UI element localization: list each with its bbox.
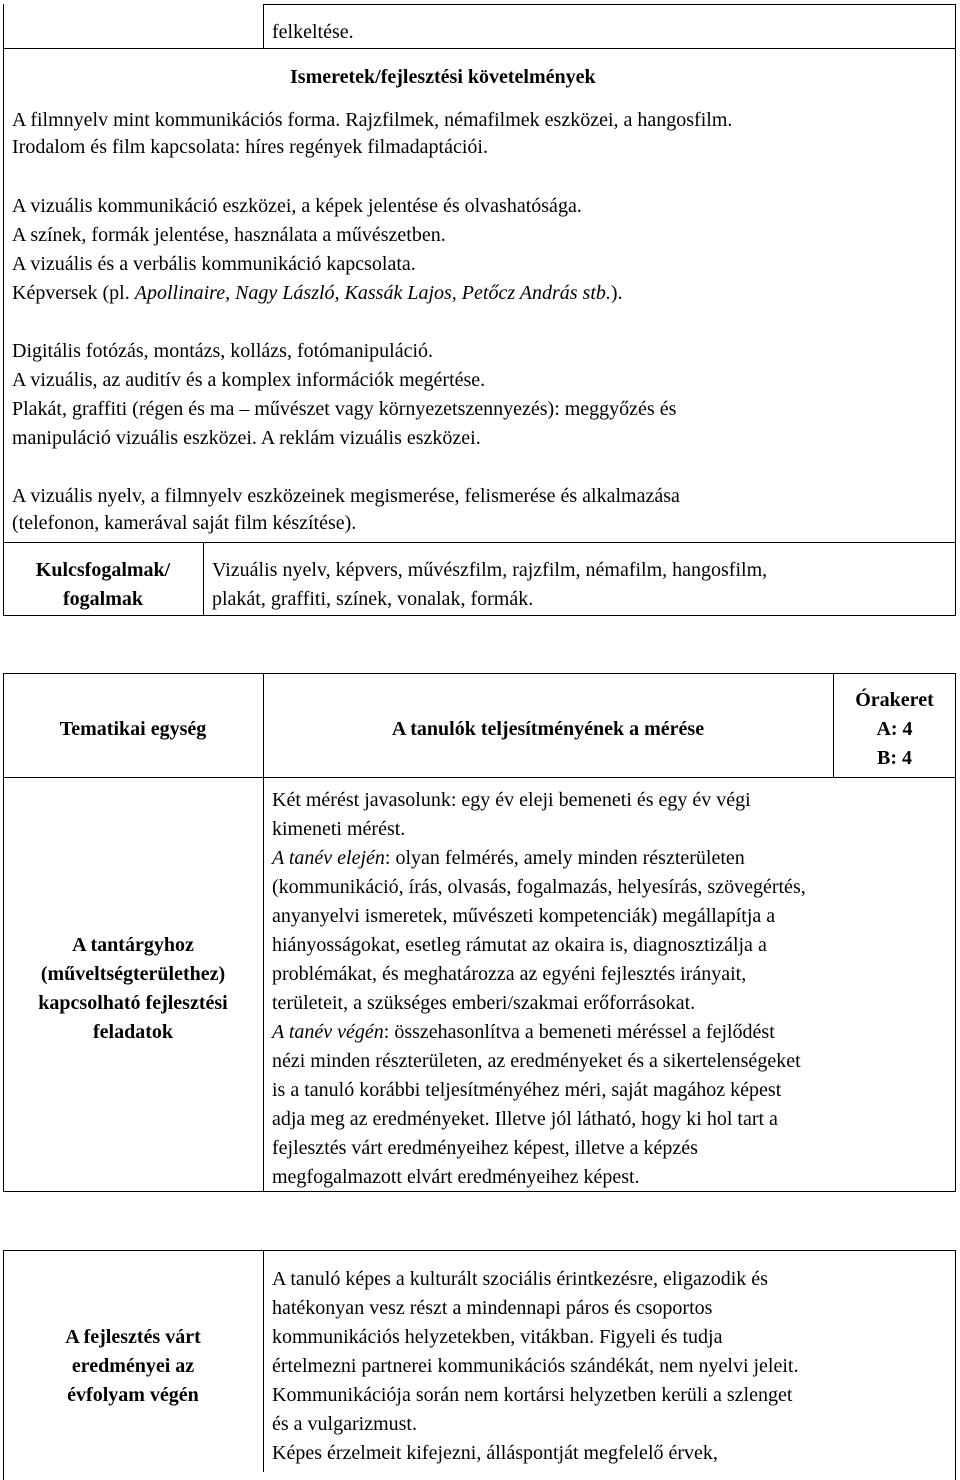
tantargy-label-line: A tantárgyhoz	[72, 934, 194, 956]
kepversek-prefix: Képversek (pl.	[12, 282, 135, 304]
tantargy-label-line: (műveltségterülethez)	[40, 963, 226, 985]
content-line: A vizuális kommunikáció eszközei, a képek jelentése és olvashatósága.	[12, 195, 582, 217]
kepversek-examples: Apollinaire, Nagy László, Kassák Lajos, Petőcz András stb.	[134, 282, 611, 304]
top-table-first-row-divider	[263, 4, 264, 48]
tanev-vegen-label: A tanév végén	[272, 1021, 384, 1043]
first-cell-text: felkeltése.	[272, 21, 354, 43]
kepversek-line	[12, 279, 623, 308]
eredmeny-text-line: értelmezni partnerei kommunikációs szándékát, nem nyelvi jeleit.	[272, 1355, 799, 1377]
kulcs-text-line-2: plakát, graffiti, színek, vonalak, formák.	[212, 588, 534, 610]
section-heading: Ismeretek/fejlesztési követelmények	[290, 66, 596, 88]
eredmeny-text-line: A tanuló képes a kulturált szociális érintkezésre, eligazodik és	[272, 1268, 768, 1290]
orakeret-label: Órakeret	[855, 689, 934, 711]
meres-text-line: problémákat, és meghatározza az egyéni fejlesztés irányait,	[272, 963, 747, 985]
top-table-top-border	[263, 4, 956, 5]
eredmeny-text-line: Kommunikációja során nem kortársi helyzetben kerüli a szlenget	[272, 1384, 793, 1406]
tanev-elejen-text: : olyan felmérés, amely minden részterületen	[384, 847, 745, 869]
content-line: manipuláció vizuális eszközei. A reklám vizuális eszközei.	[12, 427, 481, 449]
tanev-elejen-label: A tanév elején	[272, 847, 385, 869]
eredmeny-text-line: hatékonyan vesz részt a mindennapi páros és csoportos	[272, 1297, 713, 1319]
meres-text-line: hiányosságokat, esetleg rámutat az okaira is, diagnosztizálja a	[272, 934, 767, 956]
meres-text-line: területeit, a szükséges emberi/szakmai erőforrásokat.	[272, 992, 696, 1014]
meres-text-line: (kommunikáció, írás, olvasás, fogalmazás, helyesírás, szövegértés,	[272, 876, 806, 898]
fejlesztes-label-line: évfolyam végén	[67, 1384, 199, 1406]
middle-table-col-divider	[263, 673, 264, 1192]
content-line: A vizuális nyelv, a filmnyelv eszközeinek megismerése, felismerése és alkalmazása	[12, 485, 680, 507]
meres-text-line: is a tanuló korábbi teljesítményéhez méri, saját magához képest	[272, 1079, 782, 1101]
eredmeny-text-line: és a vulgarizmust.	[272, 1413, 417, 1435]
content-line: Plakát, graffiti (régen és ma – művészet vagy környezetszennyezés): meggyőzés és	[12, 398, 677, 420]
top-table-first-row-bottom	[3, 48, 956, 49]
content-line: A színek, formák jelentése, használata a művészetben.	[12, 224, 446, 246]
meres-text-line: adja meg az eredményeket. Illetve jól látható, hogy ki hol tart a	[272, 1108, 778, 1130]
tantargy-label-line: kapcsolható fejlesztési	[38, 992, 228, 1014]
orakeret-b: B: 4	[877, 747, 912, 769]
tanev-vegen-line	[272, 1018, 775, 1047]
meres-text-line: fejlesztés várt eredményeihez képest, illetve a képzés	[272, 1137, 698, 1159]
kepversek-suffix: ).	[610, 282, 623, 304]
kulcs-label-line-2: fogalmak	[63, 588, 143, 610]
content-line: A vizuális és a verbális kommunikáció kapcsolata.	[12, 253, 416, 275]
kulcs-text-line-1: Vizuális nyelv, képvers, művészfilm, rajzfilm, némafilm, hangosfilm,	[212, 559, 768, 581]
kulcs-row-top	[3, 542, 956, 543]
content-line: A vizuális, az auditív és a komplex információk megértése.	[12, 369, 486, 391]
tanev-elejen-line	[272, 844, 745, 873]
meres-text-line: kimeneti mérést.	[272, 818, 406, 840]
meres-text-line: Két mérést javasolunk: egy év eleji bemeneti és egy év végi	[272, 789, 751, 811]
kulcs-label-line-1: Kulcsfogalmak/	[35, 559, 171, 581]
tanev-vegen-text: : összehasonlítva a bemeneti méréssel a fejlődést	[383, 1021, 775, 1043]
eredmeny-text-line: kommunikációs helyzetekben, vitákban. Figyeli és tudja	[272, 1326, 723, 1348]
meres-text-line: megfogalmazott elvárt eredményeihez képest.	[272, 1166, 640, 1188]
meres-text-line: anyanyelvi ismeretek, művészeti kompetenciák) megállapítja a	[272, 905, 776, 927]
orakeret-a: A: 4	[876, 718, 913, 740]
content-line: Digitális fotózás, montázs, kollázs, fotómanipuláció.	[12, 340, 434, 362]
bottom-table-col-divider	[263, 1250, 264, 1472]
fejlesztes-label-line: eredményei az	[71, 1355, 195, 1377]
meres-text-line: nézi minden részterületen, az eredményeket és a sikertelenségeket	[272, 1050, 801, 1072]
middle-table-header-bottom	[3, 777, 956, 778]
tematikai-egyseg-header: Tematikai egység	[59, 718, 207, 740]
content-line: Irodalom és film kapcsolata: híres regények filmadaptációi.	[12, 136, 488, 158]
eredmeny-text-line: Képes érzelmeit kifejezni, álláspontját megfelelő érvek,	[272, 1442, 718, 1464]
content-line: (telefonon, kamerával saját film készítése).	[12, 512, 357, 534]
meres-header: A tanulók teljesítményének a mérése	[391, 718, 705, 740]
content-line: A filmnyelv mint kommunikációs forma. Rajzfilmek, némafilmek eszközei, a hangosfilm.	[12, 109, 733, 131]
kulcs-row-divider	[203, 542, 204, 616]
tantargy-label-line: feladatok	[93, 1021, 173, 1043]
fejlesztes-label-line: A fejlesztés várt	[65, 1326, 201, 1348]
